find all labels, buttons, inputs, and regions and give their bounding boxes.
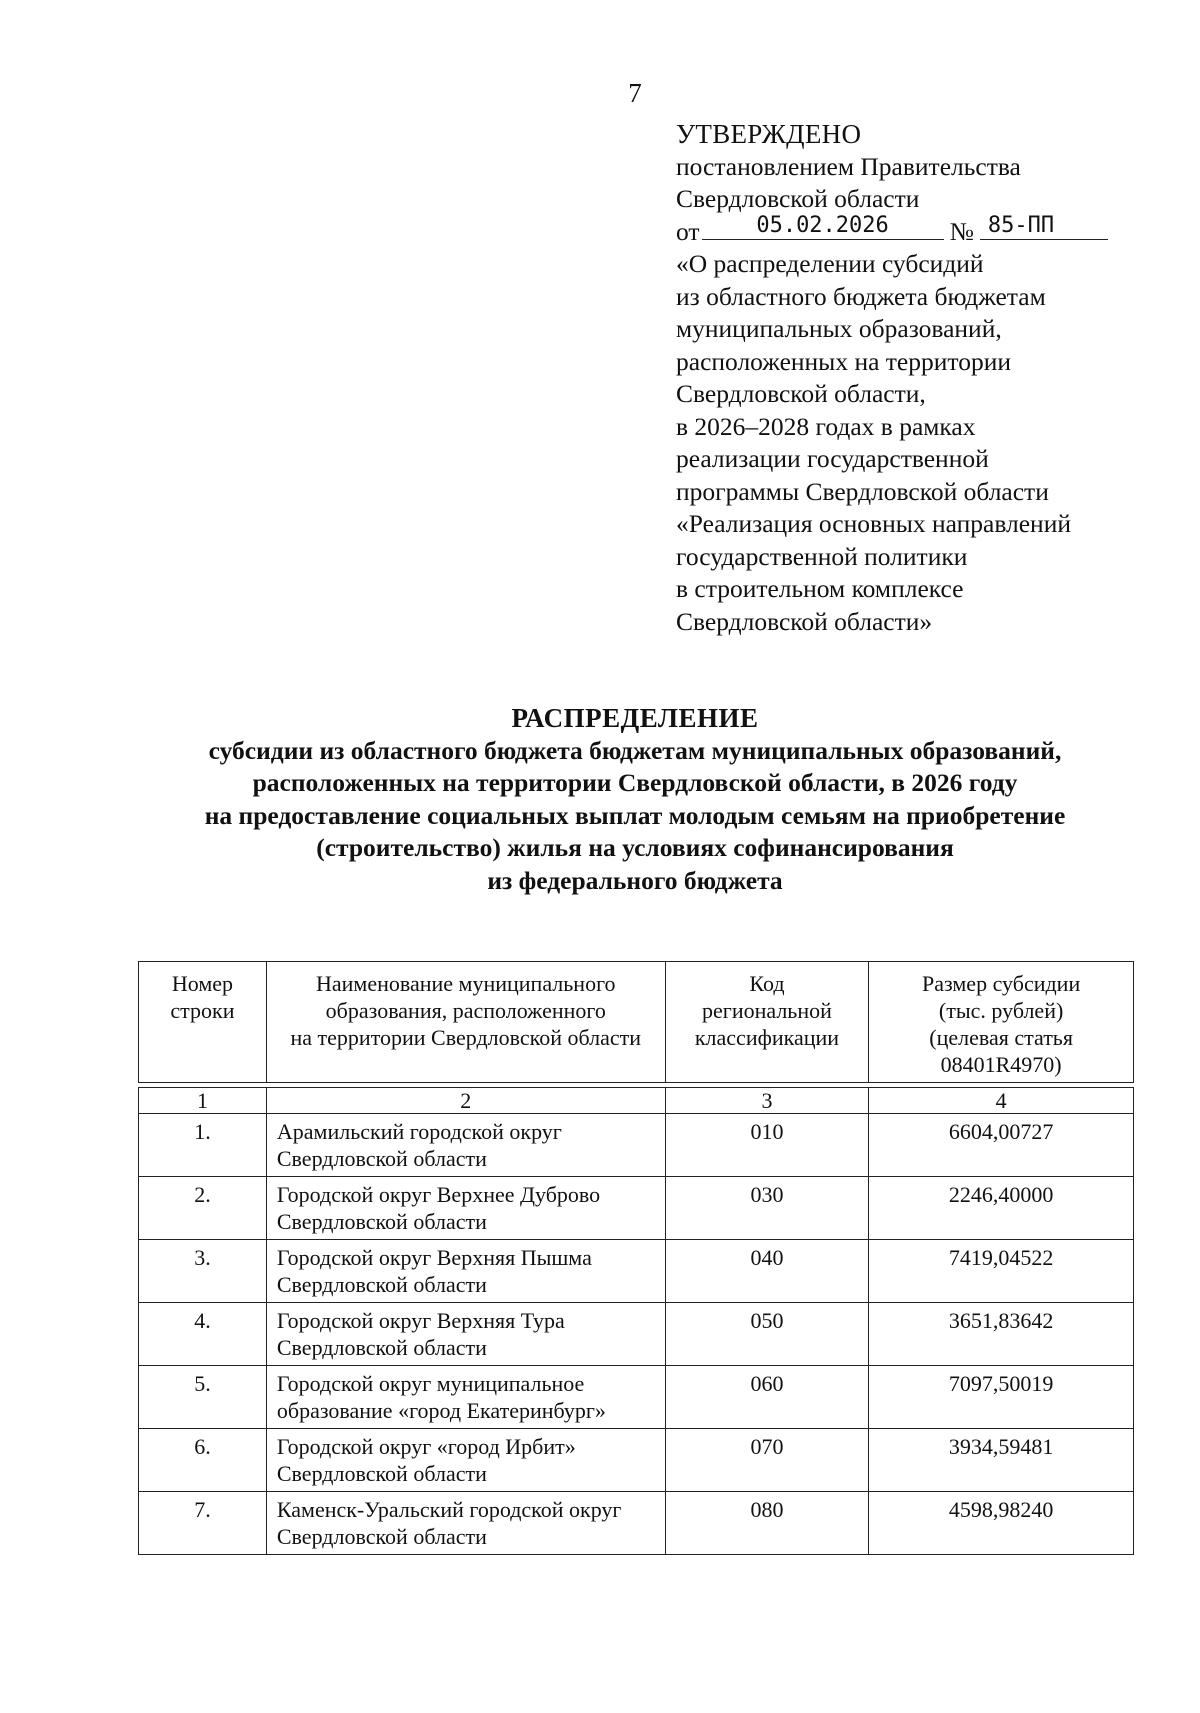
header-text-line: (тыс. рублей) [938,998,1064,1023]
name-line: Свердловской области [276,1146,487,1171]
row-number: 1. [139,1114,267,1177]
region-code: 050 [665,1303,869,1366]
municipality-name [266,1240,665,1303]
column-number: 1 [139,1088,267,1114]
subsidy-table [138,961,1134,1555]
decree-title-line: из областного бюджета бюджетам [676,281,1046,311]
row-number: 5. [139,1366,267,1429]
region-code: 030 [665,1177,869,1240]
name-line: Свердловской области [276,1272,487,1297]
region-code: 010 [665,1114,869,1177]
document-title-main: РАСПРЕДЕЛЕНИЕ [511,703,759,733]
municipality-name [266,1429,665,1492]
header-text-line: Номер [171,971,234,996]
row-number: 6. [139,1429,267,1492]
page-number: 7 [628,78,642,108]
table-row [139,1177,1134,1240]
approval-line-1: постановлением Правительства [676,151,1021,181]
region-code: 060 [665,1366,869,1429]
decree-title-line: Свердловской области» [676,606,933,636]
decree-title-line: муниципальных образований, [676,314,1002,343]
name-line: Городской округ Верхняя Пышма [276,1245,592,1270]
row-number: 4. [139,1303,267,1366]
region-code: 080 [665,1492,869,1555]
header-text-line: на территории Свердловской области [290,1025,642,1050]
row-number: 3. [139,1240,267,1303]
approval-heading: УТВЕРЖДЕНО [676,119,862,149]
municipality-name [266,1177,665,1240]
header-text-line: строки [170,998,235,1023]
subsidy-amount: 7419,04522 [869,1240,1134,1303]
column-number-row [139,1088,1134,1114]
header-region-code [665,962,869,1083]
document-title-line: из федерального бюджета [487,865,783,895]
decree-title-line: программы Свердловской области [676,476,1049,506]
subsidy-amount: 7097,50019 [869,1366,1134,1429]
decree-date: 05.02.2026 [702,213,944,240]
approval-stamp [676,118,1126,638]
decree-title-line: «Реализация основных направлений [676,509,1072,538]
subsidy-amount: 3651,83642 [869,1303,1134,1366]
name-line: образование «город Екатеринбург» [276,1398,606,1423]
municipality-name [266,1114,665,1177]
decree-number: 85-ПП [980,213,1108,240]
name-line: Свердловской области [276,1524,487,1549]
subsidy-amount: 2246,40000 [869,1177,1134,1240]
municipality-name [266,1492,665,1555]
name-line: Арамильский городской округ [276,1119,562,1144]
date-prefix: от [676,216,700,246]
header-text-line: Код [749,971,785,996]
name-line: Свердловской области [276,1209,487,1234]
document-title-line: расположенных на территории Свердловской области, в 2026 году [252,768,1018,797]
approval-date-line [676,213,1126,249]
table-row [139,1429,1134,1492]
document-title-line: на предоставление социальных выплат молодым семьям на приобретение [204,800,1066,830]
document-title-line: субсидии из областного бюджета бюджетам муниципальных образований, [208,735,1062,765]
subsidy-amount: 4598,98240 [869,1492,1134,1555]
header-text-line: образования, расположенного [325,998,606,1023]
name-line: Городской округ Верхнее Дуброво [276,1182,601,1207]
table-row [139,1366,1134,1429]
decree-title-line: в 2026–2028 годах в рамках [676,411,976,441]
name-line: Городской округ «город Ирбит» [276,1434,576,1459]
column-number: 4 [869,1088,1134,1114]
header-text-line: 08401R4970) [940,1052,1062,1077]
row-number: 7. [139,1492,267,1555]
approval-line-2: Свердловской области [676,184,920,213]
name-line: Городской округ Верхняя Тура [276,1308,565,1333]
header-text-line: классификации [694,1025,840,1050]
row-number: 2. [139,1177,267,1240]
header-text-line: Наименование муниципального [315,971,616,996]
header-subsidy-amount [869,962,1134,1083]
table-row [139,1240,1134,1303]
column-number: 3 [665,1088,869,1114]
municipality-name [266,1366,665,1429]
region-code: 040 [665,1240,869,1303]
region-code: 070 [665,1429,869,1492]
table-row [139,1114,1134,1177]
document-title-line: (строительство) жилья на условиях софинансирования [316,833,954,862]
table-row [139,1303,1134,1366]
header-municipality [266,962,665,1083]
number-prefix: № [949,216,974,246]
subsidy-amount: 3934,59481 [869,1429,1134,1492]
header-text-line: Размер субсидии [922,971,1081,996]
header-text-line: региональной [702,998,832,1023]
decree-title-line: Свердловской области, [676,379,926,408]
table-row [139,1492,1134,1555]
decree-title-line: реализации государственной [676,444,989,473]
name-line: Городской округ муниципальное [276,1371,585,1396]
decree-title-line: «О распределении субсидий [676,249,984,278]
name-line: Свердловской области [276,1335,487,1360]
decree-title-line: в строительном комплексе [676,574,964,603]
document-title [0,702,1200,897]
decree-title-line: государственной политики [676,541,968,571]
header-text-line: (целевая статья [929,1025,1073,1050]
municipality-name [266,1303,665,1366]
column-number: 2 [266,1088,665,1114]
name-line: Свердловской области [276,1461,487,1486]
subsidy-amount: 6604,00727 [869,1114,1134,1177]
name-line: Каменск-Уральский городской округ [276,1497,622,1522]
header-row-number [139,962,267,1083]
decree-title-line: расположенных на территории [676,346,1011,376]
table-header-row [139,962,1134,1083]
